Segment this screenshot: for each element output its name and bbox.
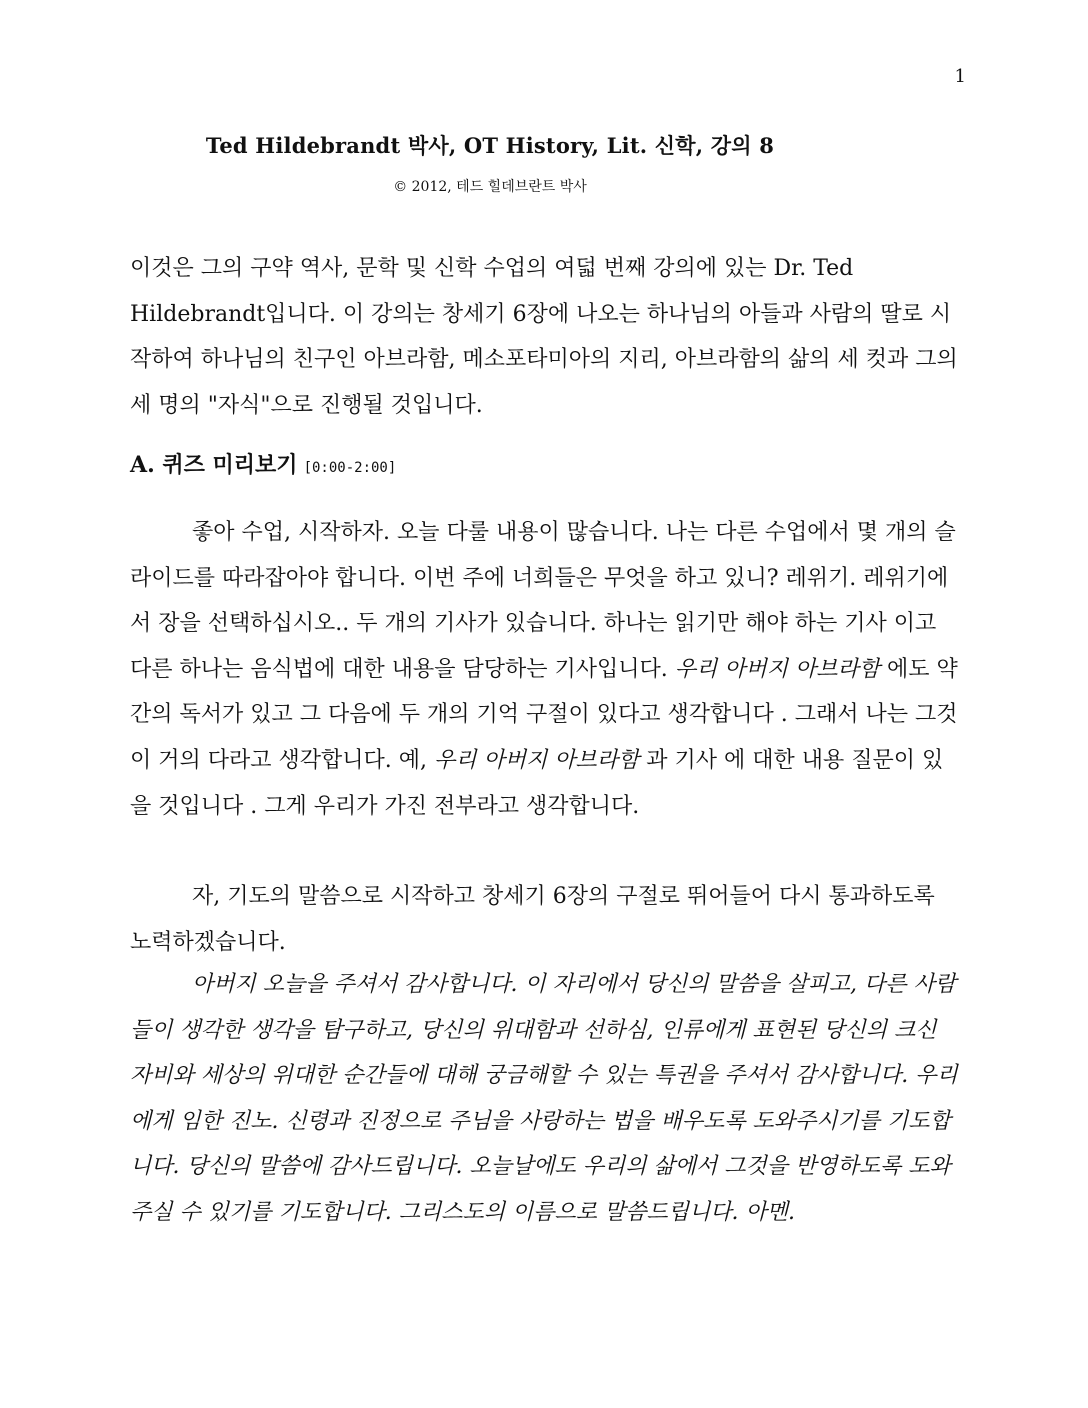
quiz-paragraph-part3: 과 기사 에 대한 내용 질문이 있을 것입니다 . 그게 우리가 가진 전부라고 생각합니다. <box>130 747 944 819</box>
book-title: 우리 아버지 아브라함 <box>433 747 640 773</box>
section-timestamp: [0:00-2:00] <box>303 460 397 476</box>
prayer-paragraph: 아버지 오늘을 주셔서 감사합니다. 이 자리에서 당신의 말씀을 살피고, 다른 사람들이 생각한 생각을 탐구하고, 당신의 위대함과 선하심, 인류에게 표현된 당신의 크신 자비와 세상의 위대한 순간들에 대해 궁금해할 수 있는 특권을 주셔서 감사합니다. 우리에게 임한 진노. 신령과 진정으로 주님을 사랑하는 법을 배우도록 도와주시기를 기도합니다. 당신의 말씀에 감사드립니다. 오늘날에도 우리의 삶에서 그것을 반영하도록 도와주실 수 있기를 기도합니다. 그리스도의 이름으로 말씀드립니다. 아멘. <box>130 972 958 1225</box>
quiz-paragraph-part2: 에도 약간의 독서가 있고 그 다음에 두 개의 기억 구절이 있다고 생각합니다 . 그래서 나는 그것이 거의 다라고 생각합니다. 예, <box>130 656 958 773</box>
quiz-paragraph <box>130 510 962 829</box>
book-title: 우리 아버지 아브라함 <box>674 656 881 682</box>
lecture-title: Ted Hildebrandt 박사, OT History, Lit. 신학, 강의 8 <box>205 133 775 158</box>
page-number: 1 <box>954 66 966 87</box>
section-heading-title: A. 퀴즈 미리보기 <box>130 452 298 478</box>
quiz-paragraph-part1: 좋아 수업, 시작하자. 오늘 다룰 내용이 많습니다. 나는 다른 수업에서 몇 개의 슬라이드를 따라잡아야 합니다. 이번 주에 너희들은 무엇을 하고 있니? 레위기. 레위기에서 장을 선택하십시오.. 두 개의 기사가 있습니다. 하나는 읽기만 해야 하는 기사 이고 다른 하나는 음식법에 대한 내용을 담당하는 기사입니다. <box>130 520 956 682</box>
copyright-line: © 2012, 테드 힐데브란트 박사 <box>393 179 587 195</box>
prayer-intro-paragraph: 자, 기도의 말씀으로 시작하고 창세기 6장의 구절로 뛰어들어 다시 통과하도록 노력하겠습니다. <box>130 884 935 955</box>
intro-paragraph: 이것은 그의 구약 역사, 문학 및 신학 수업의 여덟 번째 강의에 있는 Dr. Ted Hildebrandt입니다. 이 강의는 창세기 6장에 나오는 하나님의 아들과 사람의 딸로 시작하여 하나님의 친구인 아브라함, 메소포타미아의 지리, 아브라함의 삶의 세 컷과 그의 세 명의 "자식"으로 진행될 것입니다. <box>130 256 958 418</box>
section-heading <box>130 450 962 483</box>
